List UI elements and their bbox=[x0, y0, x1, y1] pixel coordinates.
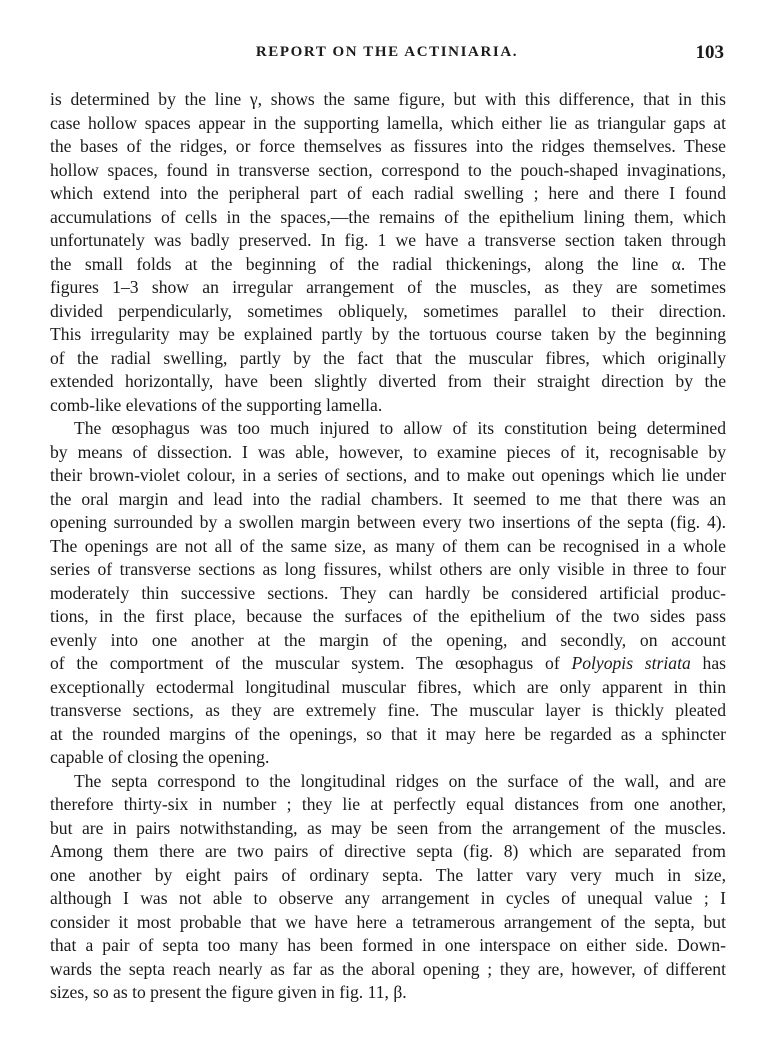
text-line: unfortunately was badly preserved. In fig. 1 we have a transverse section taken through bbox=[50, 230, 726, 250]
text-line: the oral margin and lead into the radial chambers. It seemed to me that there was an bbox=[50, 488, 726, 509]
text-line-italic-name: of the comportment of the muscular system. The œsophagus of Polyopis striata has bbox=[50, 653, 726, 673]
text-line: figures 1–3 show an irregular arrangement of the muscles, as they are sometimes bbox=[50, 277, 726, 297]
text-line: divided perpendicularly, sometimes obliquely, sometimes parallel to their direction. bbox=[50, 300, 726, 321]
text-line: at the rounded margins of the openings, so that it may here be regarded as a sphincter bbox=[50, 723, 726, 744]
text-line: wards the septa reach nearly as far as the aboral opening ; they are, however, of different bbox=[50, 958, 726, 979]
text-line: of the radial swelling, partly by the fact that the muscular fibres, which originally bbox=[50, 347, 726, 368]
text-line: capable of closing the opening. bbox=[50, 747, 270, 767]
paragraph-2 bbox=[50, 417, 726, 770]
text-line: exceptionally ectodermal longitudinal muscular fibres, which are only apparent in thin bbox=[50, 676, 726, 697]
running-title: REPORT ON THE ACTINIARIA. bbox=[255, 44, 519, 60]
page-header bbox=[50, 44, 724, 68]
paragraph-3 bbox=[50, 770, 726, 1005]
text-line: their brown-violet colour, in a series of sections, and to make out openings which lie under bbox=[50, 465, 726, 485]
text-line: The septa correspond to the longitudinal ridges on the surface of the wall, and are bbox=[74, 770, 726, 791]
text-line: that a pair of septa too many has been formed in one interspace on either side. Down- bbox=[50, 935, 726, 955]
text-line: evenly into one another at the margin of the opening, and secondly, on account bbox=[50, 629, 726, 650]
text-line: accumulations of cells in the spaces,—the remains of the epithelium lining them, which bbox=[50, 206, 726, 227]
text-line: sizes, so as to present the figure given in fig. 11, β. bbox=[50, 982, 407, 1002]
text-line: therefore thirty-six in number ; they lie at perfectly equal distances from one another, bbox=[50, 794, 726, 814]
text-line: by means of dissection. I was able, however, to examine pieces of it, recognisable by bbox=[50, 441, 726, 462]
text-line: tions, in the first place, because the surfaces of the epithelium of the two sides pass bbox=[50, 606, 726, 626]
text-line: series of transverse sections as long fissures, whilst others are only visible in three to four bbox=[50, 559, 726, 579]
text-line: although I was not able to observe any arrangement in cycles of unequal value ; I bbox=[50, 888, 726, 908]
text-line: case hollow spaces appear in the supporting lamella, which either lie as triangular gaps at bbox=[50, 112, 726, 133]
text-line: extended horizontally, have been slightly diverted from their straight direction by the bbox=[50, 371, 726, 391]
text-line: opening surrounded by a swollen margin between every two insertions of the septa (fig. 4). bbox=[50, 512, 726, 532]
text-line: hollow spaces, found in transverse section, correspond to the pouch-shaped invaginations, bbox=[50, 159, 726, 180]
text-line: The openings are not all of the same size, as many of them can be recognised in a whole bbox=[50, 535, 726, 556]
text-line: Among them there are two pairs of directive septa (fig. 8) which are separated from bbox=[50, 841, 726, 861]
text-line: This irregularity may be explained partly by the tortuous course taken by the beginning bbox=[50, 324, 726, 344]
page-number: 103 bbox=[695, 42, 724, 63]
text-line: consider it most probable that we have here a tetramerous arrangement of the septa, but bbox=[50, 911, 726, 932]
text-line: moderately thin successive sections. They can hardly be considered artificial produc- bbox=[50, 582, 726, 603]
species-name: Polyopis striata bbox=[571, 653, 691, 673]
text-line: the bases of the ridges, or force themselves as fissures into the ridges themselves. These bbox=[50, 136, 726, 156]
text-line: the small folds at the beginning of the radial thickenings, along the line α. The bbox=[50, 253, 726, 274]
text-line: comb-like elevations of the supporting lamella. bbox=[50, 394, 383, 415]
paragraph-1 bbox=[50, 88, 726, 417]
text-line: which extend into the peripheral part of each radial swelling ; here and there I found bbox=[50, 183, 726, 203]
body-text bbox=[50, 88, 726, 1005]
text-line: is determined by the line γ, shows the same figure, but with this difference, that in this bbox=[50, 89, 726, 109]
text-line: one another by eight pairs of ordinary septa. The latter vary very much in size, bbox=[50, 864, 726, 885]
text-line: The œsophagus was too much injured to allow of its constitution being determined bbox=[74, 418, 726, 438]
text-line: but are in pairs notwithstanding, as may be seen from the arrangement of the muscles. bbox=[50, 817, 726, 838]
text-line: transverse sections, as they are extremely fine. The muscular layer is thickly pleated bbox=[50, 700, 726, 720]
